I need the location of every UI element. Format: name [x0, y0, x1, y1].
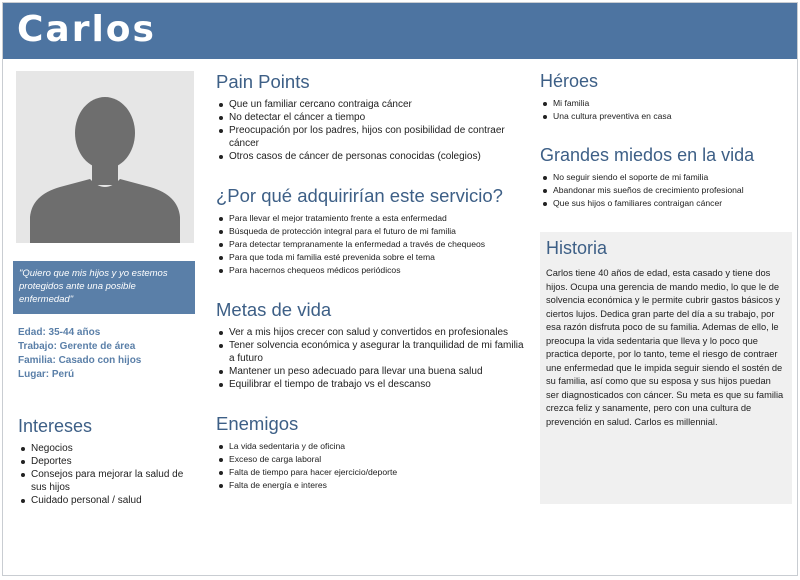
list-item: No detectar el cáncer a tiempo [216, 111, 528, 124]
list-item: Mantener un peso adecuado para llevar una buena salud [216, 365, 528, 378]
list-item: La vida sedentaria y de oficina [216, 440, 528, 453]
intereses-title: Intereses [18, 416, 93, 436]
list-item: Falta de tiempo para hacer ejercicio/deporte [216, 466, 528, 479]
person-silhouette-icon [16, 71, 194, 243]
list-item: Otros casos de cáncer de personas conocidas (colegios) [216, 150, 528, 163]
persona-quote: "Quiero que mis hijos y yo estemos protegidos ante una posible enfermedad" [13, 261, 195, 314]
por-que-title: ¿Por qué adquirirían este servicio? [216, 185, 503, 206]
historia-title: Historia [546, 238, 608, 258]
list-item: Tener solvencia económica y asegurar la tranquilidad de mi familia a futuro [216, 339, 528, 365]
enemigos-title: Enemigos [216, 413, 299, 434]
fact-lugar: Lugar: Perú [18, 369, 75, 380]
list-item: Deportes [18, 455, 193, 468]
list-item: Que sus hijos o familiares contraigan cáncer [540, 197, 792, 210]
enemigos-section [216, 413, 528, 492]
historia-text: Carlos tiene 40 años de edad, esta casado y tiene dos hijos. Ocupa una gerencia de mando medio, lo que le de solvencia económica y le permite cubrir gastos básicos y ciertos lujos. Dedica gran parte del día a su trabajo, por esa razón disfruta poco de su familia. Ademas de ello, le preocupa la vida sedentaria que lleva y lo poco que practica deporte, por lo tanto, teme el riesgo de contraer une enfermedad que le impida seguir siendo el sostén de su familia, así como que su esposa y sus hijos puedan ser diagnosticados con cáncer. Su meta es que su familia crezca feliz y sanamente, pero con una cultura de prevención en salud. Carlos es millennial. [546, 268, 784, 427]
heroes-title: Héroes [540, 71, 599, 91]
persona-facts [13, 326, 193, 382]
list-item: Preocupación por los padres, hijos con posibilidad de contraer cáncer [216, 124, 528, 150]
fact-trabajo: Trabajo: Gerente de área [18, 341, 136, 352]
persona-name: Carlos [17, 9, 156, 50]
left-column [13, 71, 193, 507]
por-que-section [216, 185, 528, 277]
heroes-list [540, 97, 792, 123]
header-bar [3, 3, 797, 59]
list-item: No seguir siendo el soporte de mi familia [540, 171, 792, 184]
list-item: Para detectar tempranamente la enfermedad a través de chequeos [216, 238, 528, 251]
intereses-list [18, 442, 193, 507]
avatar [16, 71, 194, 243]
pain-points-list [216, 98, 528, 163]
por-que-list [216, 212, 528, 277]
list-item: Exceso de carga laboral [216, 453, 528, 466]
list-item: Consejos para mejorar la salud de sus hijos [18, 468, 193, 494]
list-item: Para llevar el mejor tratamiento frente a esta enfermedad [216, 212, 528, 225]
middle-column [216, 71, 528, 514]
miedos-list [540, 171, 792, 210]
pain-points-title: Pain Points [216, 71, 310, 92]
list-item: Búsqueda de protección integral para el futuro de mi familia [216, 225, 528, 238]
list-item: Negocios [18, 442, 193, 455]
list-item: Para que toda mi familia esté prevenida sobre el tema [216, 251, 528, 264]
intereses-section [13, 416, 193, 507]
fact-edad: Edad: 35-44 años [18, 327, 101, 338]
enemigos-list [216, 440, 528, 492]
metas-title: Metas de vida [216, 299, 332, 320]
list-item: Cuidado personal / salud [18, 494, 193, 507]
historia-section [540, 232, 792, 504]
metas-list [216, 326, 528, 391]
list-item: Equilibrar el tiempo de trabajo vs el descanso [216, 378, 528, 391]
list-item: Ver a mis hijos crecer con salud y convertidos en profesionales [216, 326, 528, 339]
fact-familia: Familia: Casado con hijos [18, 355, 142, 366]
list-item: Mi familia [540, 97, 792, 110]
heroes-section [540, 71, 792, 123]
list-item: Una cultura preventiva en casa [540, 110, 792, 123]
list-item: Falta de energía e interes [216, 479, 528, 492]
miedos-section [540, 145, 792, 210]
list-item: Que un familiar cercano contraiga cáncer [216, 98, 528, 111]
list-item: Abandonar mis sueños de crecimiento profesional [540, 184, 792, 197]
right-column [540, 71, 792, 504]
metas-section [216, 299, 528, 391]
persona-card [2, 2, 798, 576]
pain-points-section [216, 71, 528, 163]
list-item: Para hacernos chequeos médicos periódicos [216, 264, 528, 277]
miedos-title: Grandes miedos en la vida [540, 145, 755, 165]
